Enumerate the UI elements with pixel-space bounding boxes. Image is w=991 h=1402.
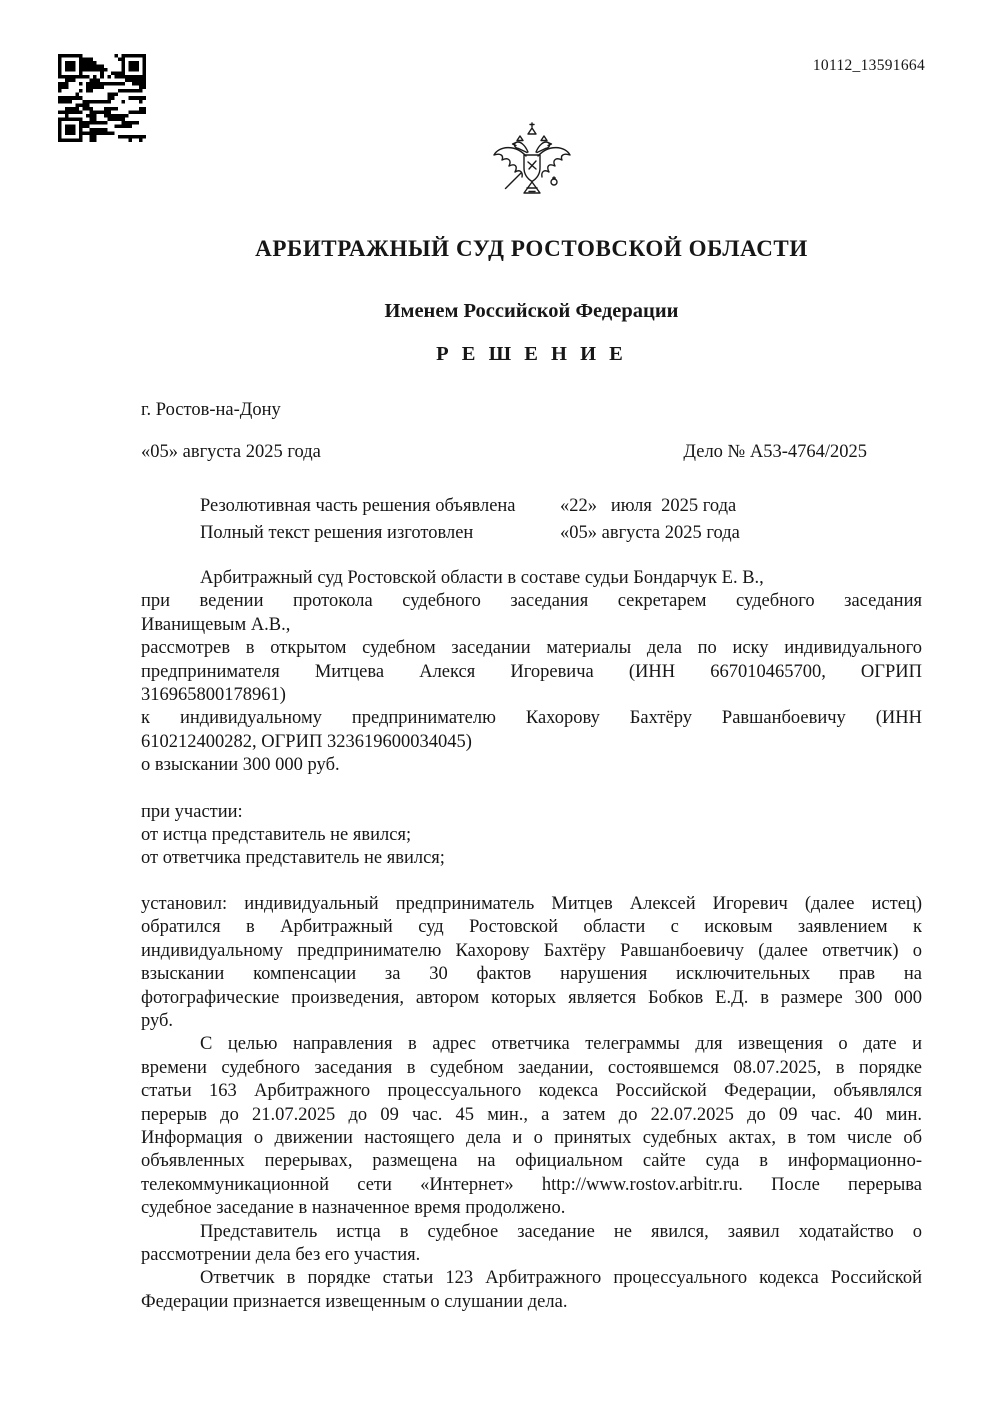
coat-of-arms-icon [141,0,922,197]
text-line: телекоммуникационной сети «Интернет» http://www.rostov.arbitr.ru. После перерыва [141,1174,922,1195]
text-line: предпринимателя Митцева Алекся Игоревича (ИНН 667010465700, ОГРИП [141,661,922,682]
case-number: Дело № А53-4764/2025 [683,441,867,462]
text-line: установил: индивидуальный предприниматель Митцев Алексей Игоревич (далее истец) [141,893,922,914]
text-line: фотографические произведения, автором которых является Бобков Е.Д. в размере 300 000 [141,987,922,1008]
text-line: Федерации признается извещенным о слушании дела. [141,1291,568,1312]
resolutive-value: «05» августа 2025 года [560,523,740,543]
text-line: перерыв до 21.07.2025 до 09 час. 45 мин., а затем до 22.07.2025 до 09 час. 40 мин. [141,1104,922,1125]
text-line: Информация о движении настоящего дела и о принятых судебных актах, в том числе об [141,1127,922,1148]
document-id: 10112_13591664 [812,57,925,74]
in-the-name-subtitle: Именем Российской Федерации [384,300,679,322]
city-line: г. Ростов-на-Дону [141,400,281,420]
resolutive-label: Полный текст решения изготовлен [200,523,474,543]
text-line: взыскании компенсации за 30 фактов нарушения исключительных прав на [141,964,922,985]
resolutive-label: Резолютивная часть решения объявлена [200,496,516,516]
text-line: статьи 163 Арбитражного процессуального кодекса Российской Федерации, объявлялся [141,1081,922,1102]
text-line: времени судебного заседания в судебном заедании, состоявшемся 08.07.2025, в порядке [141,1057,922,1078]
text-line: 316965800178961) [141,685,286,706]
text-line: судебное заседание в назначенное время продолжено. [141,1198,566,1219]
text-line: рассмотрев в открытом судебном заседании материалы дела по иску индивидуального [141,638,922,659]
participation-block [141,801,922,871]
text-line: при участии: [141,801,243,822]
text-line: С целью направления в адрес ответчика телеграммы для извещения о дате и [200,1034,922,1055]
court-name-title: АРБИТРАЖНЫЙ СУД РОСТОВСКОЙ ОБЛАСТИ [255,236,808,261]
text-line: Ответчик в порядке статьи 123 Арбитражного процессуального кодекса Российской [200,1268,922,1289]
text-line: от ответчика представитель не явился; [141,848,445,869]
text-line: рассмотрении дела без его участия. [141,1244,421,1265]
resolutive-dates-block [200,493,922,547]
text-line: 610212400282, ОГРИП 323619600034045) [141,731,472,752]
text-line: о взыскании 300 000 руб. [141,755,340,776]
text-line: от истца представитель не явился; [141,825,412,846]
text-line: Арбитражный суд Ростовской области в составе судьи Бондарчук Е. В., [200,568,764,588]
text-line: обратился в Арбитражный суд Ростовской области с исковым заявлением к [141,917,922,938]
date-case-row [141,441,922,465]
text-line: при ведении протокола судебного заседания секретарем судебного заседания [141,591,922,612]
qr-code-icon [58,54,146,142]
text-line: объявленных перерывах, размещена на официальном сайте суда в информационно- [141,1151,922,1172]
intro-block [141,567,922,778]
resolutive-value: «22» июля 2025 года [560,496,737,516]
resolutive-row [200,493,922,520]
decision-date: «05» августа 2025 года [141,441,321,462]
facts-block [141,893,922,1314]
text-line: руб. [141,1010,174,1031]
text-line: Иванищевым А.В., [141,614,291,635]
text-line: к индивидуальному предпринимателю Кахорову Бахтёру Равшанбоевичу (ИНН [141,708,922,729]
resolutive-row [200,520,922,547]
decision-heading: Р Е Ш Е Н И Е [436,343,627,365]
text-line: Представитель истца в судебное заседание не явился, заявил ходатайство о [200,1221,922,1242]
text-line: индивидуальному предпринимателю Кахорову Бахтёру Равшанбоевичу (далее ответчик) о [141,940,922,961]
document-body [141,567,922,1314]
